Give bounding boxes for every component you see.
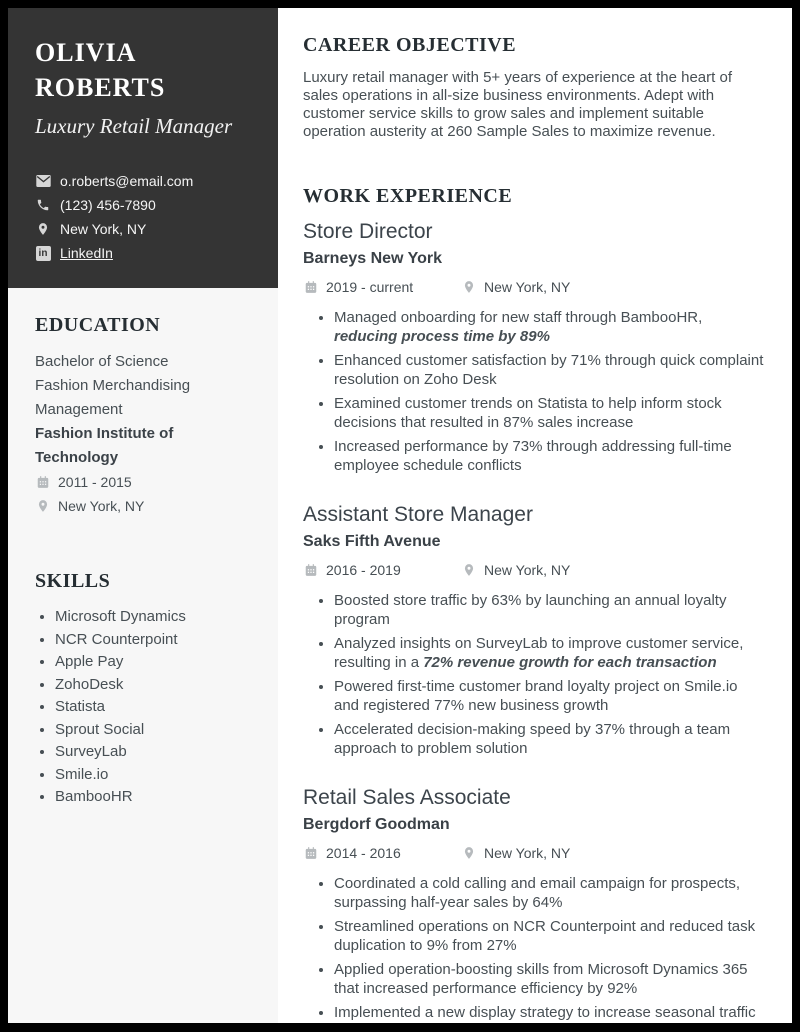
email-icon	[35, 173, 51, 189]
calendar-icon	[35, 475, 50, 490]
job-location-group	[461, 275, 570, 299]
bullet-text: Increased performance by 73% through addressing full-time employee schedule conflicts	[334, 438, 732, 474]
bullet-item	[334, 874, 766, 912]
job-company: Saks Fifth Avenue	[303, 533, 441, 550]
bullet-list	[303, 591, 766, 758]
phone-icon	[35, 197, 51, 213]
education-dates-row	[35, 470, 260, 494]
bullet-item	[334, 351, 766, 389]
contact-text: (123) 456-7890	[60, 197, 156, 213]
objective-section	[303, 34, 766, 141]
job-title: Store Director	[303, 220, 433, 243]
education-heading: EDUCATION	[35, 314, 161, 336]
job-dates: 2019 - current	[326, 279, 414, 295]
bullet-text: Implemented a new display strategy to increase seasonal traffic	[334, 1004, 756, 1021]
skills-list	[35, 606, 260, 809]
job-dates-row	[303, 558, 766, 582]
calendar-icon	[303, 280, 318, 295]
bullet-item	[334, 394, 766, 432]
skill-item: • ZohoDesk	[55, 674, 260, 697]
bullet-text: Applied operation-boosting skills from Microsoft Dynamics 365 that increased performance efficiency by 92%	[334, 961, 748, 997]
bullet-text: Boosted store traffic by 63% by launching an annual loyalty program	[334, 592, 727, 628]
job-title: Retail Sales Associate	[303, 786, 511, 809]
calendar-icon	[303, 563, 318, 578]
bullet-item	[334, 591, 766, 629]
job-location: New York, NY	[484, 845, 571, 861]
skill-item: • Microsoft Dynamics	[55, 606, 260, 629]
job-location-group	[461, 558, 570, 582]
education-location-row	[35, 494, 260, 518]
contact-text: o.roberts@email.com	[60, 173, 194, 189]
sidebar-header	[8, 8, 278, 288]
contact-item	[35, 169, 260, 193]
skill-item: • NCR Counterpoint	[55, 629, 260, 652]
bullet-item	[334, 308, 766, 346]
bullet-emphasis: reducing process time by 89%	[334, 328, 550, 345]
education-degree: Bachelor of Science	[35, 353, 169, 370]
job	[303, 220, 766, 475]
education-dates: 2011 - 2015	[58, 474, 132, 490]
person-name-line2: ROBERTS	[35, 73, 166, 102]
location-icon	[35, 221, 51, 237]
job-dates-group	[303, 841, 461, 865]
job	[303, 503, 766, 758]
bullet-text: Powered first-time customer brand loyalty project on Smile.io and registered 77% new business growth	[334, 678, 738, 714]
job-location: New York, NY	[484, 279, 571, 295]
job-dates-group	[303, 275, 461, 299]
job	[303, 786, 766, 1022]
bullet-item	[334, 1003, 766, 1022]
education-location: New York, NY	[58, 498, 145, 514]
contact-item	[35, 193, 260, 217]
education-field: Fashion Merchandising Management	[35, 377, 191, 418]
contact-text: New York, NY	[60, 221, 147, 237]
skills-section	[35, 570, 260, 809]
bullet-item	[334, 720, 766, 758]
location-icon	[35, 499, 50, 514]
bullet-item	[334, 634, 766, 672]
resume-page	[8, 8, 792, 1023]
job-company: Bergdorf Goodman	[303, 816, 450, 833]
experience-heading: WORK EXPERIENCE	[303, 185, 513, 207]
bullet-text: Managed onboarding for new staff through BambooHR,	[334, 309, 703, 326]
job-location-group	[461, 841, 570, 865]
linkedin-link[interactable]: LinkedIn	[60, 245, 113, 261]
objective-text: Luxury retail manager with 5+ years of experience at the heart of sales operations in all-size business environments. Adept with customer service skills to grow sales and implement suitable operation austerity at 260 Sample Sales to maximize revenue.	[303, 69, 732, 140]
bullet-item	[334, 917, 766, 955]
location-icon	[461, 280, 476, 295]
job-dates-row	[303, 275, 766, 299]
skill-item: • SurveyLab	[55, 741, 260, 764]
skills-heading: SKILLS	[35, 570, 111, 592]
bullet-text: Enhanced customer satisfaction by 71% through quick complaint resolution on Zoho Desk	[334, 352, 764, 388]
linkedin-icon: in	[35, 245, 51, 261]
job-title: Assistant Store Manager	[303, 503, 533, 526]
bullet-item	[334, 677, 766, 715]
sidebar-body	[8, 288, 278, 809]
bullet-emphasis: 72% revenue growth for each transaction	[423, 654, 717, 671]
bullet-text: Analyzed insights on SurveyLab to improve customer service, resulting in a	[334, 635, 744, 671]
skill-item: • BambooHR	[55, 786, 260, 809]
education-school: Fashion Institute of Technology	[35, 425, 174, 466]
job-dates: 2014 - 2016	[326, 845, 401, 861]
skill-item: • Smile.io	[55, 764, 260, 787]
job-dates-group	[303, 558, 461, 582]
job-location: New York, NY	[484, 562, 571, 578]
person-name	[35, 35, 260, 105]
sidebar	[8, 8, 278, 1023]
skill-item: • Sprout Social	[55, 719, 260, 742]
bullet-text: Examined customer trends on Statista to help inform stock decisions that resulted in 87% sales increase	[334, 395, 722, 431]
experience-section	[303, 185, 766, 1022]
objective-heading: CAREER OBJECTIVE	[303, 34, 517, 56]
skill-item: • Statista	[55, 696, 260, 719]
education-section	[35, 314, 260, 518]
bullet-list	[303, 874, 766, 1022]
jobs-container	[303, 220, 766, 1022]
skill-item: • Apple Pay	[55, 651, 260, 674]
bullet-text: Streamlined operations on NCR Counterpoint and reduced task duplication to 9% from 27%	[334, 918, 756, 954]
bullet-list	[303, 308, 766, 475]
bullet-text: Coordinated a cold calling and email campaign for prospects, surpassing half-year sales by 64%	[334, 875, 741, 911]
job-dates: 2016 - 2019	[326, 562, 401, 578]
location-icon	[461, 563, 476, 578]
person-name-line1: OLIVIA	[35, 38, 137, 67]
calendar-icon	[303, 846, 318, 861]
job-dates-row	[303, 841, 766, 865]
contact-list	[35, 169, 260, 265]
location-icon	[461, 846, 476, 861]
contact-item	[35, 241, 260, 265]
person-title: Luxury Retail Manager	[35, 114, 233, 138]
contact-item	[35, 217, 260, 241]
main-content	[278, 8, 792, 1023]
bullet-item	[334, 437, 766, 475]
bullet-item	[334, 960, 766, 998]
bullet-text: Accelerated decision-making speed by 37% through a team approach to problem solution	[334, 721, 731, 757]
job-company: Barneys New York	[303, 250, 443, 267]
